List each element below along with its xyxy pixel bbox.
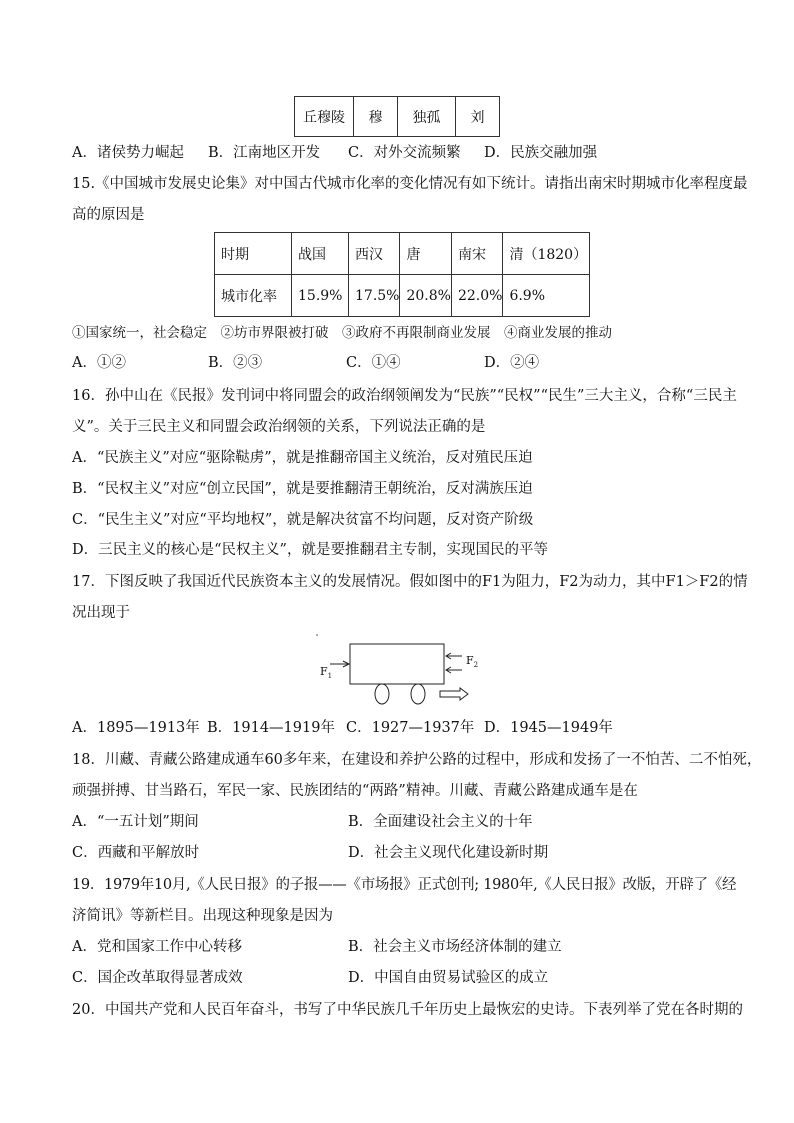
names-cell: 刘 bbox=[456, 97, 500, 137]
q18-stem-line2: 顽强拼搏、甘当路石，军民一家、民族团结的“两路”精神。川藏、青藏公路建成通车是在 bbox=[72, 783, 638, 799]
f1-label: $F_1$ bbox=[320, 665, 333, 681]
q15-stem-line2: 高的原因是 bbox=[72, 207, 145, 223]
names-cell: 独孤 bbox=[398, 97, 456, 137]
option-c: C．①④ bbox=[346, 355, 401, 371]
q18-stem-line1: 18．川藏、青藏公路建成通车60多年来，在建设和养护公路的过程中，形成和发扬了一不怕苦、二不怕死， bbox=[72, 752, 762, 768]
option-a: A．①② bbox=[72, 355, 126, 371]
table-header-cell: 唐 bbox=[400, 233, 451, 275]
table-header-cell: 清（1820） bbox=[503, 233, 590, 275]
table-header-cell: 南宋 bbox=[451, 233, 502, 275]
q16-option-d: D．三民主义的核心是“民权主义”，就是要推翻君主专制，实现国民的平等 bbox=[72, 542, 548, 558]
q19-stem-line2: 济简讯》等新栏目。出现这种现象是因为 bbox=[72, 908, 333, 924]
option-b: B．②③ bbox=[208, 355, 263, 371]
q18-option-a: A．“一五计划”期间 bbox=[72, 814, 199, 830]
table-cell: 6.9% bbox=[503, 275, 590, 317]
q20-stem-line1: 20．中国共产党和人民百年奋斗，书写了中华民族几千年历史上最恢宏的史诗。下表列举了党在各时期的 bbox=[72, 1002, 743, 1018]
table-cell: 22.0% bbox=[451, 275, 502, 317]
q15-options bbox=[72, 353, 539, 373]
q19-option-b: B．社会主义市场经济体制的建立 bbox=[348, 939, 562, 955]
table-cell: 20.8% bbox=[400, 275, 451, 317]
q18-option-b: B．全面建设社会主义的十年 bbox=[348, 814, 533, 830]
cart-body bbox=[350, 644, 444, 684]
q18-option-c: C．西藏和平解放时 bbox=[72, 845, 200, 861]
q17-stem-line1: 17．下图反映了我国近代民族资本主义的发展情况。假如图中的F1为阻力，F2为动力，其中F1＞F2的情 bbox=[72, 574, 748, 590]
q19-option-d: D．中国自由贸易试验区的成立 bbox=[348, 970, 549, 986]
q16-option-a: A．“民族主义”对应“驱除鞑虏”，就是推翻帝国主义统治，反对殖民压迫 bbox=[72, 450, 533, 466]
q19-option-a: A．党和国家工作中心转移 bbox=[72, 939, 242, 955]
q18-option-d: D．社会主义现代化建设新时期 bbox=[348, 845, 549, 861]
option-a: A．1895—1913年 bbox=[72, 720, 200, 736]
q19-option-c: C．国企改革取得显著成效 bbox=[72, 970, 243, 986]
motion-arrow bbox=[440, 688, 468, 700]
q16-stem-line1: 16．孙中山在《民报》发刊词中将同盟会的政治纲领阐发为“民族”“民权”“民生”三大主义，合称“三民主 bbox=[72, 388, 737, 404]
q16-option-c: C．“民生主义”对应“平均地权”，就是解决贫富不均问题，反对资产阶级 bbox=[72, 512, 534, 528]
q15-items: ①国家统一，社会稳定 ②坊市界限被打破 ③政府不再限制商业发展 ④商业发展的推动 bbox=[72, 325, 612, 341]
names-table bbox=[294, 96, 500, 137]
names-cell: 丘穆陵 bbox=[295, 97, 354, 137]
table-header-cell: 西汉 bbox=[349, 233, 400, 275]
q16-option-b: B．“民权主义”对应“创立民国”，就是要推翻清王朝统治，反对满族压迫 bbox=[72, 481, 533, 497]
q17-options bbox=[72, 718, 613, 738]
force-diagram bbox=[312, 632, 482, 708]
option-a: A．诸侯势力崛起 bbox=[72, 145, 184, 161]
option-d: D．民族交融加强 bbox=[484, 145, 598, 161]
table-header-cell: 战国 bbox=[292, 233, 349, 275]
q19-stem-line1: 19．1979年10月,《人民日报》的子报——《市场报》正式创刊; 1980年,《人民日报》改版，开辟了《经 bbox=[72, 877, 737, 893]
force-diagram-svg bbox=[312, 632, 482, 708]
dot-mark bbox=[316, 634, 318, 636]
f2-label: $F_2$ bbox=[466, 654, 479, 670]
table-header-cell: 时期 bbox=[215, 233, 292, 275]
wheel-left bbox=[375, 684, 389, 704]
names-cell: 穆 bbox=[354, 97, 398, 137]
q14-options bbox=[72, 143, 597, 163]
table-cell: 15.9% bbox=[292, 275, 349, 317]
option-c: C．1927—1937年 bbox=[346, 720, 475, 736]
option-b: B．1914—1919年 bbox=[207, 720, 335, 736]
q16-stem-line2: 义”。关于三民主义和同盟会政治纲领的关系，下列说法正确的是 bbox=[72, 419, 486, 435]
q17-stem-line2: 况出现于 bbox=[72, 605, 130, 621]
q15-stem-line1: 15.《中国城市发展史论集》对中国古代城市化率的变化情况有如下统计。请指出南宋时期城市化率程度最 bbox=[72, 176, 748, 192]
urbanization-table bbox=[214, 232, 590, 317]
option-d: D．②④ bbox=[484, 355, 540, 371]
option-c: C．对外交流频繁 bbox=[348, 145, 461, 161]
table-cell: 17.5% bbox=[349, 275, 400, 317]
table-cell: 城市化率 bbox=[215, 275, 292, 317]
wheel-right bbox=[411, 684, 425, 704]
option-d: D．1945—1949年 bbox=[484, 720, 613, 736]
option-b: B．江南地区开发 bbox=[208, 145, 321, 161]
